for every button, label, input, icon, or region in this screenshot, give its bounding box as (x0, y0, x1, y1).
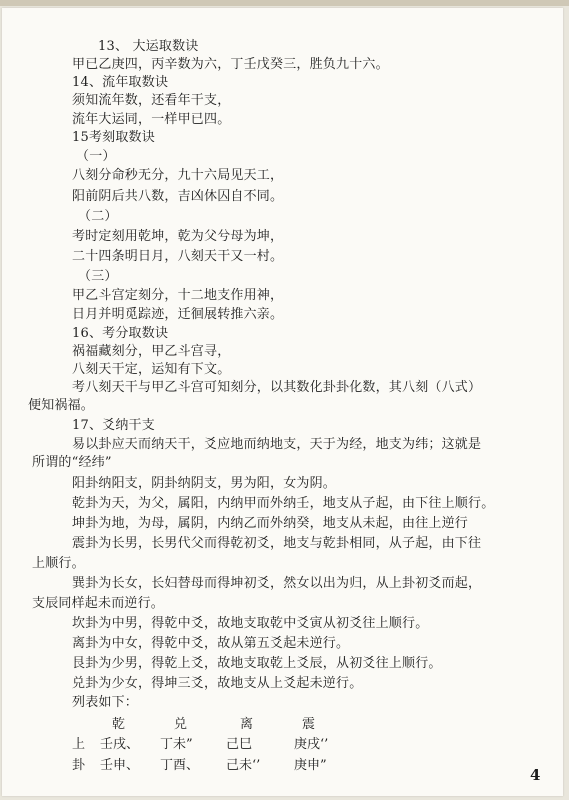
table-header-qian: 乾 (112, 717, 126, 732)
table-cell: 丁酉、 (160, 758, 200, 773)
text-line: 阳卦纳阳支，阴卦纳阴支，男为阳，女为阴。 (72, 476, 337, 491)
text-line: （一） (76, 149, 116, 164)
text-line: 日月并明觅踪迹，迁徊展转推六亲。 (72, 307, 284, 322)
table-row-label: 卦 (72, 758, 86, 773)
document-page (2, 8, 563, 796)
table-header-li: 离 (240, 717, 254, 732)
text-line: 甲已乙庚四，丙辛数为六，丁壬戊癸三，胜负九十六。 (72, 57, 389, 72)
table-cell: 壬戌、 (100, 737, 140, 752)
text-line: 列表如下： (72, 695, 139, 710)
window-top-bar (0, 0, 569, 6)
section-heading: 15考刻取数诀 (72, 130, 155, 145)
text-line: 乾卦为天，为父，属阳，内纳甲而外纳壬，地支从子起，由下往上顺行。 (72, 496, 495, 511)
text-line: 易以卦应天而纳天干，爻应地而纳地支，天于为经，地支为纬；这就是 (72, 437, 482, 452)
section-heading: 13、 大运取数诀 (98, 39, 199, 54)
text-line: 须知流年数，还看年干支， (72, 93, 231, 108)
table-cell: 庚申” (294, 758, 327, 773)
text-line: 震卦为长男，长男代父而得乾初爻，地支与乾卦相同，从子起，由下往 (72, 536, 482, 551)
table-header-dui: 兑 (174, 717, 188, 732)
text-line: 考八刻天干与甲乙斗宫可知刻分，以其数化卦卦化数，其八刻（八式） (72, 380, 482, 395)
table-cell: 己未‘’ (226, 758, 261, 773)
page-number: 4 (530, 766, 541, 784)
section-heading: 16、考分取数诀 (72, 326, 169, 341)
table-cell: 己巳 (226, 737, 253, 752)
text-line: 阳前阴后共八数，吉凶休囚自不同。 (72, 189, 284, 204)
text-line: 便知祸福。 (28, 398, 95, 413)
text-line: 二十四条明日月，八刻天干又一村。 (72, 249, 284, 264)
text-line: 坎卦为中男，得乾中爻，故地支取乾中爻寅从初爻往上顺行。 (72, 616, 429, 631)
text-line: 兑卦为少女，得坤三爻，故地支从上爻起未逆行。 (72, 676, 363, 691)
text-line: 所谓的“经纬” (32, 455, 112, 470)
table-cell: 丁未” (160, 737, 193, 752)
text-line: 考时定刻用乾坤，乾为父兮母为坤， (72, 229, 284, 244)
table-cell: 庚戌‘’ (294, 737, 329, 752)
table-header-zhen: 震 (302, 717, 316, 732)
text-line: 祸福藏刻分，甲乙斗宫寻， (72, 344, 231, 359)
table-cell: 壬申、 (100, 758, 140, 773)
text-line: 八刻天干定，运知有下文。 (72, 362, 231, 377)
text-line: 上顺行。 (32, 556, 85, 571)
text-line: 支辰同样起未而逆行。 (32, 596, 165, 611)
text-line: 坤卦为地，为母，属阴，内纳乙而外纳癸，地支从未起，由往上逆行 (72, 516, 469, 531)
text-line: （二） (78, 209, 118, 224)
text-line: 离卦为中女，得乾中爻，故从第五爻起未逆行。 (72, 636, 350, 651)
text-line: 流年大运同，一样甲已四。 (72, 112, 231, 127)
text-line: 甲乙斗宫定刻分，十二地支作用神， (72, 288, 284, 303)
text-line: （三） (78, 269, 118, 284)
table-row-label: 上 (72, 737, 86, 752)
section-heading: 17、爻纳干支 (72, 418, 155, 433)
text-line: 八刻分命秒无分，九十六局见天工， (72, 168, 284, 183)
section-heading: 14、流年取数诀 (72, 75, 169, 90)
text-line: 巽卦为长女，长妇替母而得坤初爻，然女以出为归，从上卦初爻而起， (72, 576, 482, 591)
text-line: 艮卦为少男，得乾上爻，故地支取乾上爻辰，从初爻往上顺行。 (72, 656, 442, 671)
